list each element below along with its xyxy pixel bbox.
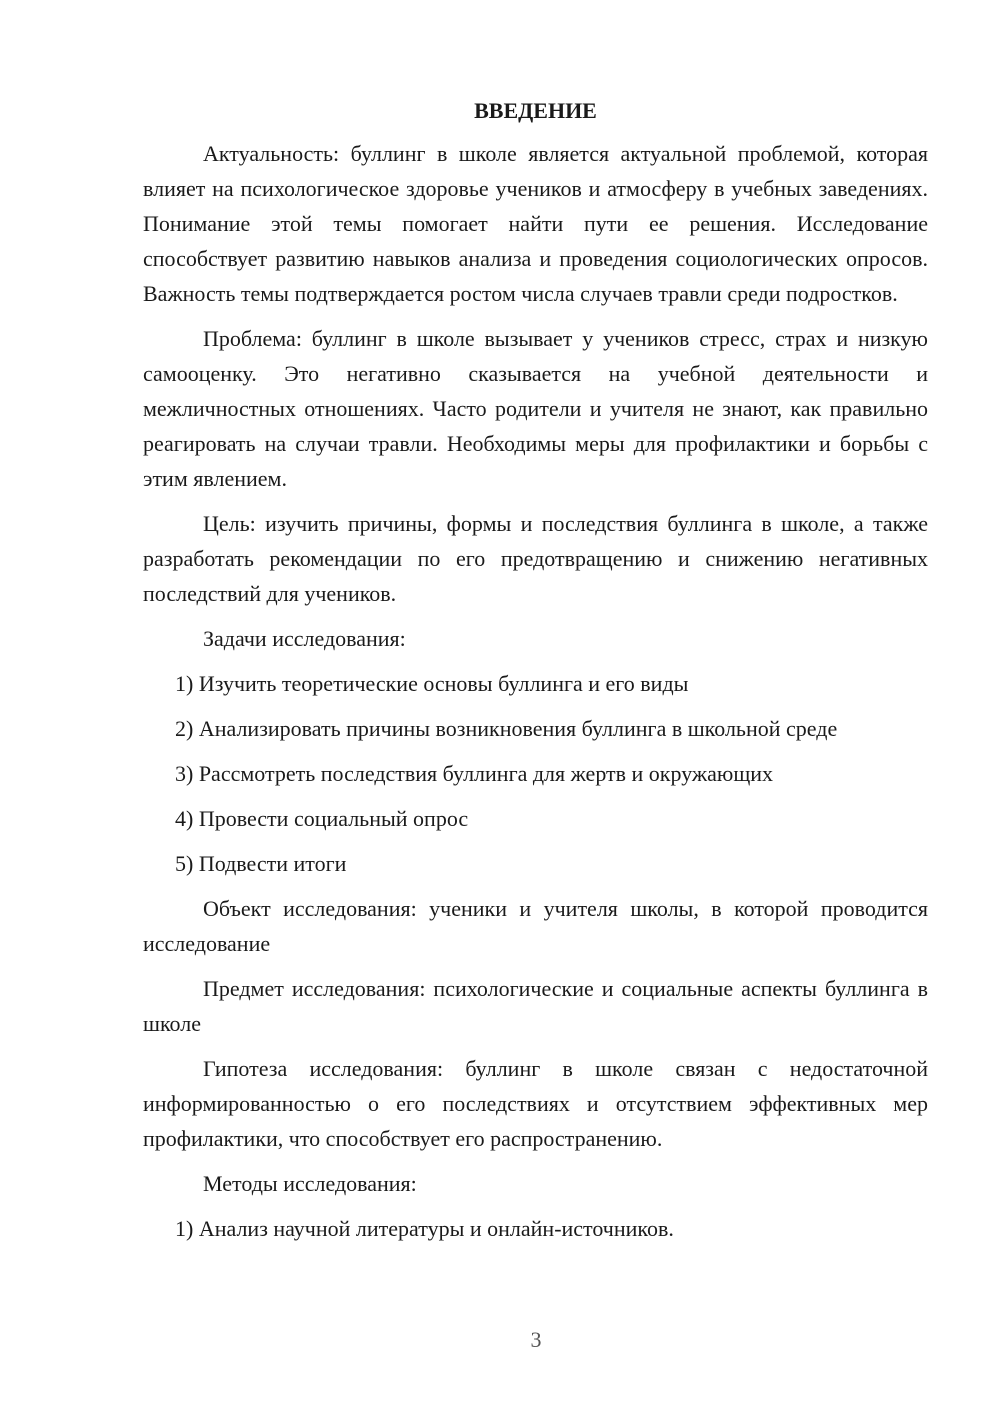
- subject-paragraph: Предмет исследования: психологические и социальные аспекты буллинга в школе: [143, 976, 928, 1036]
- goal-paragraph: Цель: изучить причины, формы и последствия буллинга в школе, а также разработать рекомендации по его предотвращению и снижению негативных последствий для учеников.: [143, 511, 928, 606]
- object-paragraph: Объект исследования: ученики и учителя школы, в которой проводится исследование: [143, 896, 928, 956]
- problem-paragraph: Проблема: буллинг в школе вызывает у учеников стресс, страх и низкую самооценку. Это негативно сказывается на учебной деятельности и межличностных отношениях. Часто родители и учителя не знают, как правильно реагировать на случаи травли. Необходимы меры для профилактики и борьбы с этим явлением.: [143, 326, 928, 491]
- hypothesis-paragraph: Гипотеза исследования: буллинг в школе связан с недостаточной информированностью о его последствиях и отсутствием эффективных мер профилактики, что способствует его распространению.: [143, 1056, 928, 1151]
- page-number: 3: [530, 1327, 542, 1352]
- method-item-1: 1) Анализ научной литературы и онлайн-источников.: [175, 1216, 674, 1241]
- methods-heading: Методы исследования:: [203, 1171, 417, 1196]
- task-item-3: 3) Рассмотреть последствия буллинга для жертв и окружающих: [175, 761, 774, 786]
- section-title: ВВЕДЕНИЕ: [474, 98, 597, 123]
- page-content: [143, 96, 928, 1256]
- tasks-heading: Задачи исследования:: [203, 626, 406, 651]
- task-item-1: 1) Изучить теоретические основы буллинга и его виды: [175, 671, 689, 696]
- task-item-2: 2) Анализировать причины возникновения буллинга в школьной среде: [175, 716, 838, 741]
- task-item-4: 4) Провести социальный опрос: [175, 806, 469, 831]
- relevance-paragraph: Актуальность: буллинг в школе является актуальной проблемой, которая влияет на психологическое здоровье учеников и атмосферу в учебных заведениях. Понимание этой темы помогает найти пути ее решения. Исследование способствует развитию навыков анализа и проведения социологических опросов. Важность темы подтверждается ростом числа случаев травли среди подростков.: [143, 141, 928, 306]
- task-item-5: 5) Подвести итоги: [175, 851, 347, 876]
